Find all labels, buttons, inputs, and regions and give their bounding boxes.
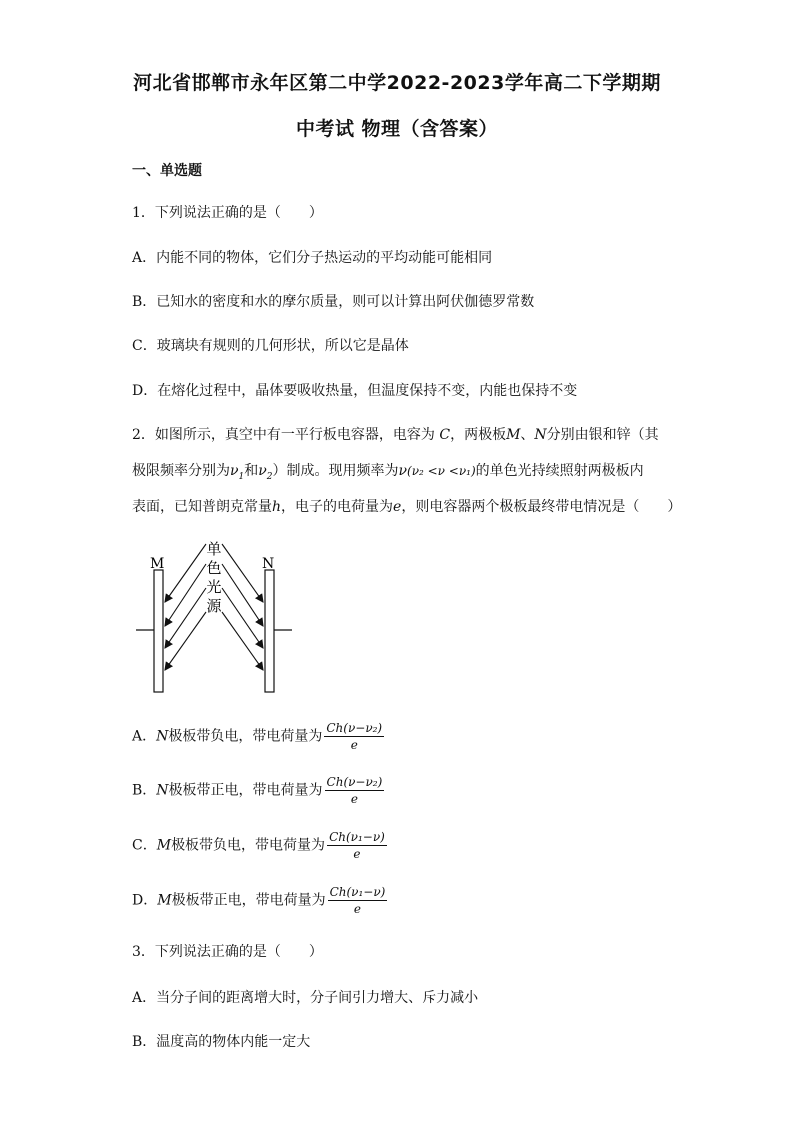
light-source-char: 色	[206, 559, 222, 577]
q2-text: ）制成。现用频率为	[272, 463, 399, 479]
q2-stem-line-3	[132, 496, 681, 516]
option-plate: N	[156, 728, 169, 745]
option-text: 极板带正电，带电荷量为	[171, 892, 326, 909]
option-fraction	[328, 886, 388, 915]
q2-option-c	[132, 831, 387, 860]
light-ray-to-n	[222, 612, 263, 670]
fraction-numerator: Ch(ν₁−ν)	[329, 885, 386, 899]
fraction-numerator: Ch(ν₁−ν)	[329, 830, 385, 844]
q2-stem-line-1	[132, 424, 659, 444]
light-ray-to-n	[222, 588, 263, 648]
q3-stem: 3．下列说法正确的是（ ）	[132, 944, 323, 960]
option-plate: M	[157, 892, 172, 909]
q2-text: ，两极板	[450, 427, 507, 443]
option-fraction	[327, 831, 387, 860]
capacitor-diagram	[134, 540, 304, 700]
symbol-plate-m: M	[506, 427, 521, 443]
q1-option-d: D．在熔化过程中，晶体要吸收热量，但温度保持不变，内能也保持不变	[132, 383, 578, 399]
option-fraction	[324, 722, 384, 751]
q2-text: 2．如图所示，真空中有一平行板电容器，电容为	[132, 427, 435, 443]
light-source-char: 源	[206, 597, 222, 615]
option-plate: M	[156, 837, 172, 854]
q1-stem: 1．下列说法正确的是（ ）	[132, 205, 323, 221]
q2-text: 的单色光持续照射两极板内	[475, 463, 644, 479]
q2-text: 分别由银和锌（其	[546, 427, 659, 443]
fraction-numerator: Ch(ν−ν₂)	[326, 721, 383, 735]
q2-text: 、	[520, 427, 535, 443]
option-prefix: D．	[132, 892, 158, 909]
fraction-denominator: e	[350, 792, 358, 806]
symbol-nu1: $\nu_1$	[230, 463, 245, 482]
option-prefix: B．	[132, 782, 157, 799]
q3-option-b: B．温度高的物体内能一定大	[132, 1034, 311, 1050]
symbol-charge: e	[393, 499, 402, 515]
light-ray-to-m	[165, 612, 206, 670]
fraction-denominator: e	[353, 847, 361, 861]
option-prefix: A．	[132, 728, 157, 745]
light-source-char: 光	[206, 578, 222, 596]
plate-m	[154, 570, 163, 692]
plate-n-label: N	[262, 556, 275, 572]
q2-text: 和	[244, 463, 259, 479]
q3-option-a: A．当分子间的距离增大时，分子间引力增大、斥力减小	[132, 990, 479, 1006]
q2-option-d	[132, 886, 387, 915]
document-title-line-2: 中考试 物理（含答案）	[295, 118, 499, 140]
q2-text: ，则电容器两个极板最终带电情况是（ ）	[401, 499, 682, 515]
fraction-denominator: e	[350, 738, 358, 752]
option-text: 极板带正电，带电荷量为	[168, 782, 323, 799]
q1-option-b: B．已知水的密度和水的摩尔质量，则可以计算出阿伏伽德罗常数	[132, 294, 535, 310]
section-heading: 一、单选题	[132, 163, 202, 179]
q2-text: 表面，已知普朗克常量	[132, 499, 272, 515]
frequency-inequality: (ν₂ <ν <ν₁)	[407, 464, 476, 478]
option-fraction	[325, 776, 385, 805]
q2-text: 极限频率分别为	[132, 463, 230, 479]
light-ray-to-m	[165, 588, 206, 648]
fraction-denominator: e	[353, 902, 361, 916]
symbol-capacitance: C	[439, 427, 451, 443]
plate-m-label: M	[150, 556, 165, 572]
document-title-line-1: 河北省邯郸市永年区第二中学2022-2023学年高二下学期期	[133, 72, 661, 94]
q1-option-c: C．玻璃块有规则的几何形状，所以它是晶体	[132, 338, 409, 354]
plate-n	[265, 570, 274, 692]
fraction-numerator: Ch(ν−ν₂)	[326, 775, 383, 789]
option-plate: N	[156, 782, 169, 799]
option-prefix: C．	[132, 837, 157, 854]
symbol-nu2: $\nu_2$	[258, 463, 273, 482]
q2-option-b	[132, 776, 384, 805]
q2-text: ，电子的电荷量为	[281, 499, 394, 515]
symbol-nu: ν	[398, 463, 408, 479]
q2-option-a	[132, 722, 384, 751]
symbol-planck: h	[272, 499, 282, 515]
light-source-char: 单	[206, 540, 222, 558]
option-text: 极板带负电，带电荷量为	[168, 728, 323, 745]
q2-stem-line-2	[132, 460, 644, 482]
symbol-plate-n: N	[534, 427, 547, 443]
option-text: 极板带负电，带电荷量为	[171, 837, 326, 854]
q1-option-a: A．内能不同的物体，它们分子热运动的平均动能可能相同	[132, 250, 493, 266]
